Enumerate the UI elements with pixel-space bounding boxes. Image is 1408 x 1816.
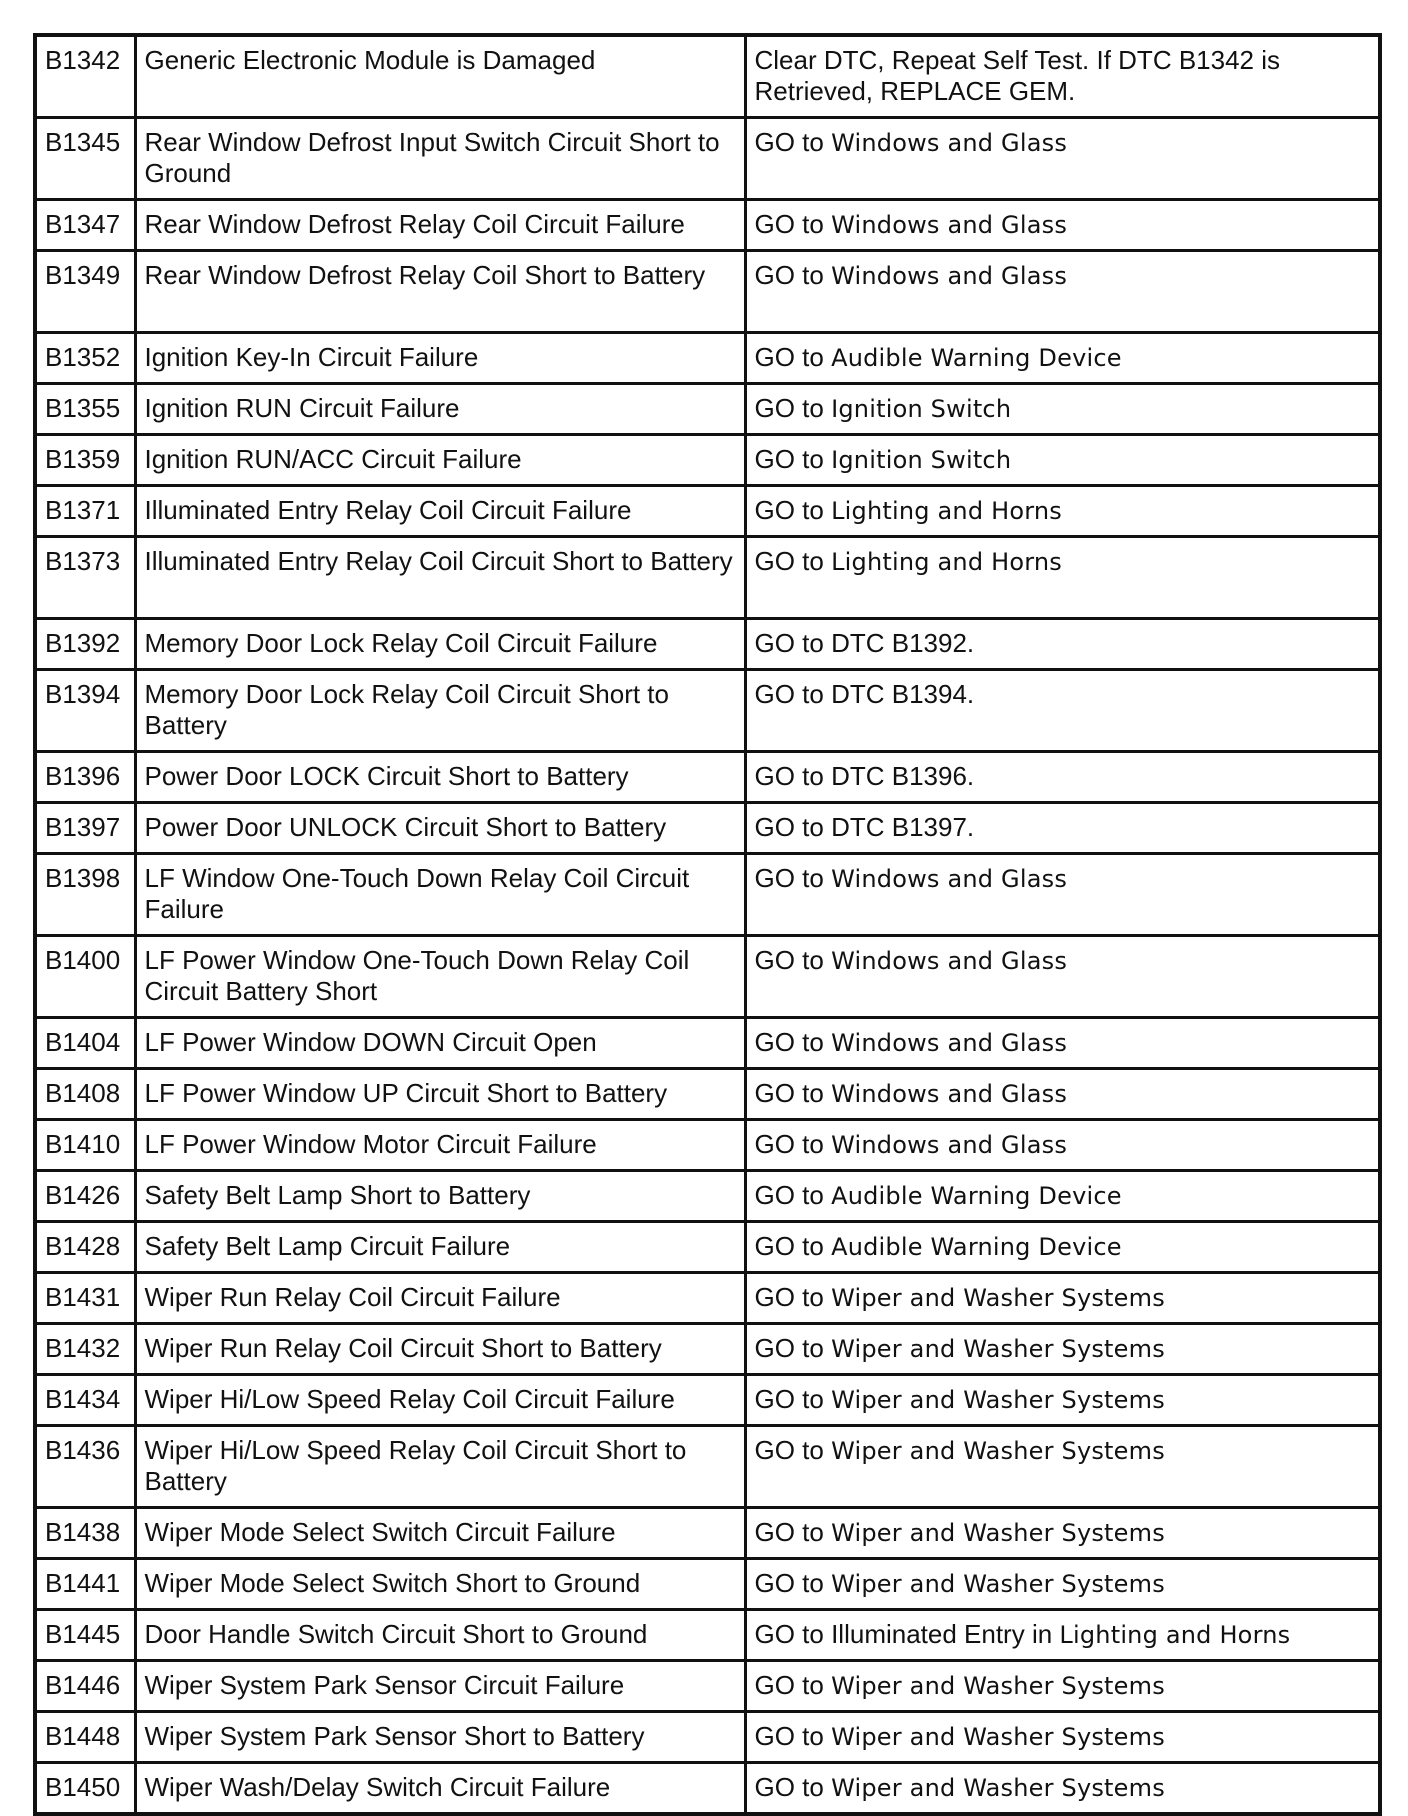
dtc-code-cell: B1446: [35, 1661, 135, 1712]
table-row: [35, 1069, 1380, 1120]
dtc-description-cell: Ignition RUN Circuit Failure: [135, 384, 745, 435]
dtc-action-cell: [745, 333, 1380, 384]
table-row: [35, 118, 1380, 200]
action-instruction: GO to: [754, 393, 824, 423]
action-destination-link: Audible Warning Device: [831, 1233, 1122, 1261]
dtc-description-cell: Ignition Key-In Circuit Failure: [135, 333, 745, 384]
dtc-action-cell: [745, 1069, 1380, 1120]
table-row: [35, 1120, 1380, 1171]
dtc-action-cell: [745, 435, 1380, 486]
dtc-description-cell: Safety Belt Lamp Circuit Failure: [135, 1222, 745, 1273]
action-instruction: GO to: [754, 1180, 824, 1210]
dtc-action-cell: [745, 486, 1380, 537]
action-instruction: GO to DTC B1397.: [754, 812, 975, 842]
dtc-action-cell: [745, 118, 1380, 200]
dtc-action-cell: [745, 1426, 1380, 1508]
table-row: [35, 1018, 1380, 1069]
dtc-code-cell: B1359: [35, 435, 135, 486]
dtc-code-cell: B1404: [35, 1018, 135, 1069]
action-instruction: GO to: [754, 209, 824, 239]
action-destination-link: Audible Warning Device: [831, 1182, 1122, 1210]
action-destination-link: Wiper and Washer Systems: [831, 1386, 1165, 1414]
action-destination-link: Lighting and Horns: [1059, 1621, 1291, 1649]
action-destination-link: Ignition Switch: [831, 446, 1012, 474]
action-destination-link: Windows and Glass: [831, 1080, 1068, 1108]
dtc-code-cell: B1428: [35, 1222, 135, 1273]
table-row: [35, 1712, 1380, 1763]
dtc-action-cell: [745, 1559, 1380, 1610]
action-instruction: GO to: [754, 1231, 824, 1261]
action-instruction: GO to: [754, 260, 824, 290]
dtc-action-cell: [745, 1171, 1380, 1222]
dtc-code-cell: B1431: [35, 1273, 135, 1324]
dtc-description-cell: Wiper Mode Select Switch Circuit Failure: [135, 1508, 745, 1559]
table-row: [35, 35, 1380, 118]
action-destination-link: Wiper and Washer Systems: [831, 1570, 1165, 1598]
dtc-code-cell: B1408: [35, 1069, 135, 1120]
dtc-action-cell: [745, 1120, 1380, 1171]
dtc-code-cell: B1400: [35, 936, 135, 1018]
dtc-description-cell: Wiper Run Relay Coil Circuit Failure: [135, 1273, 745, 1324]
action-destination-link: Windows and Glass: [831, 129, 1068, 157]
action-destination-link: Ignition Switch: [831, 395, 1012, 423]
dtc-code-cell: B1396: [35, 752, 135, 803]
action-destination-link: Windows and Glass: [831, 211, 1068, 239]
action-instruction: GO to: [754, 546, 824, 576]
action-instruction: GO to: [754, 1129, 824, 1159]
dtc-description-cell: Safety Belt Lamp Short to Battery: [135, 1171, 745, 1222]
dtc-description-cell: Rear Window Defrost Input Switch Circuit Short to Ground: [135, 118, 745, 200]
dtc-action-cell: [745, 537, 1380, 619]
dtc-description-cell: Power Door LOCK Circuit Short to Battery: [135, 752, 745, 803]
dtc-code-cell: B1436: [35, 1426, 135, 1508]
dtc-action-cell: [745, 384, 1380, 435]
dtc-action-cell: [745, 1324, 1380, 1375]
dtc-code-cell: B1392: [35, 619, 135, 670]
dtc-description-cell: Rear Window Defrost Relay Coil Circuit Failure: [135, 200, 745, 251]
action-instruction: GO to: [754, 127, 824, 157]
action-instruction: GO to DTC B1394.: [754, 679, 975, 709]
action-instruction: GO to: [754, 1027, 824, 1057]
dtc-code-cell: B1434: [35, 1375, 135, 1426]
dtc-description-cell: LF Window One-Touch Down Relay Coil Circuit Failure: [135, 854, 745, 936]
dtc-action-cell: [745, 251, 1380, 333]
action-instruction: GO to: [754, 1568, 824, 1598]
dtc-action-cell: [745, 1712, 1380, 1763]
dtc-code-cell: B1373: [35, 537, 135, 619]
dtc-code-cell: B1410: [35, 1120, 135, 1171]
table-row: [35, 1222, 1380, 1273]
action-instruction: GO to: [754, 1435, 824, 1465]
dtc-code-cell: B1349: [35, 251, 135, 333]
action-instruction: GO to: [754, 1772, 824, 1802]
dtc-description-cell: Generic Electronic Module is Damaged: [135, 35, 745, 118]
action-instruction: GO to DTC B1392.: [754, 628, 975, 658]
action-instruction: GO to: [754, 1282, 824, 1312]
table-row: [35, 384, 1380, 435]
dtc-action-cell: [745, 200, 1380, 251]
table-row: [35, 1559, 1380, 1610]
action-destination-link: Windows and Glass: [831, 947, 1068, 975]
table-row: [35, 1508, 1380, 1559]
dtc-code-cell: B1352: [35, 333, 135, 384]
action-destination-link: Wiper and Washer Systems: [831, 1284, 1165, 1312]
action-instruction: GO to: [754, 1078, 824, 1108]
action-instruction: GO to: [754, 495, 824, 525]
action-instruction: GO to DTC B1396.: [754, 761, 975, 791]
dtc-description-cell: Illuminated Entry Relay Coil Circuit Short to Battery: [135, 537, 745, 619]
dtc-action-cell: [745, 1508, 1380, 1559]
dtc-action-cell: [745, 1763, 1380, 1815]
dtc-code-cell: B1347: [35, 200, 135, 251]
dtc-code-cell: B1342: [35, 35, 135, 118]
table-row: [35, 854, 1380, 936]
table-row: [35, 1273, 1380, 1324]
dtc-description-cell: Wiper Mode Select Switch Short to Ground: [135, 1559, 745, 1610]
dtc-action-cell: [745, 619, 1380, 670]
dtc-code-cell: B1445: [35, 1610, 135, 1661]
action-instruction: GO to Illuminated Entry in: [754, 1619, 1053, 1649]
table-row: [35, 537, 1380, 619]
action-destination-link: Lighting and Horns: [831, 548, 1063, 576]
dtc-description-cell: Illuminated Entry Relay Coil Circuit Failure: [135, 486, 745, 537]
dtc-code-cell: B1448: [35, 1712, 135, 1763]
table-row: [35, 803, 1380, 854]
dtc-table: [33, 33, 1382, 1816]
dtc-description-cell: Wiper Run Relay Coil Circuit Short to Battery: [135, 1324, 745, 1375]
action-destination-link: Wiper and Washer Systems: [831, 1672, 1165, 1700]
dtc-action-cell: [745, 1661, 1380, 1712]
dtc-action-cell: [745, 1222, 1380, 1273]
dtc-action-cell: [745, 803, 1380, 854]
dtc-description-cell: Wiper Wash/Delay Switch Circuit Failure: [135, 1763, 745, 1815]
action-destination-link: Wiper and Washer Systems: [831, 1519, 1165, 1547]
dtc-code-cell: B1438: [35, 1508, 135, 1559]
dtc-description-cell: Memory Door Lock Relay Coil Circuit Short to Battery: [135, 670, 745, 752]
table-row: [35, 936, 1380, 1018]
table-row: [35, 1763, 1380, 1815]
table-row: [35, 1324, 1380, 1375]
table-row: [35, 200, 1380, 251]
table-row: [35, 619, 1380, 670]
dtc-table-body: [35, 35, 1380, 1814]
action-instruction: Clear DTC, Repeat Self Test. If DTC B1342 is Retrieved, REPLACE GEM.: [754, 45, 1280, 106]
dtc-action-cell: [745, 35, 1380, 118]
dtc-description-cell: Rear Window Defrost Relay Coil Short to Battery: [135, 251, 745, 333]
dtc-action-cell: [745, 1018, 1380, 1069]
action-instruction: GO to: [754, 1517, 824, 1547]
action-instruction: GO to: [754, 1333, 824, 1363]
action-destination-link: Wiper and Washer Systems: [831, 1723, 1165, 1751]
table-row: [35, 670, 1380, 752]
table-row: [35, 1610, 1380, 1661]
dtc-code-cell: B1355: [35, 384, 135, 435]
dtc-description-cell: LF Power Window One-Touch Down Relay Coil Circuit Battery Short: [135, 936, 745, 1018]
action-instruction: GO to: [754, 945, 824, 975]
table-row: [35, 1661, 1380, 1712]
dtc-description-cell: Door Handle Switch Circuit Short to Ground: [135, 1610, 745, 1661]
action-instruction: GO to: [754, 1721, 824, 1751]
dtc-code-cell: B1398: [35, 854, 135, 936]
dtc-description-cell: Wiper Hi/Low Speed Relay Coil Circuit Failure: [135, 1375, 745, 1426]
dtc-description-cell: Wiper System Park Sensor Short to Battery: [135, 1712, 745, 1763]
action-instruction: GO to: [754, 1670, 824, 1700]
action-destination-link: Lighting and Horns: [831, 497, 1063, 525]
table-row: [35, 1375, 1380, 1426]
action-instruction: GO to: [754, 863, 824, 893]
action-destination-link: Wiper and Washer Systems: [831, 1774, 1165, 1802]
dtc-code-cell: B1441: [35, 1559, 135, 1610]
table-row: [35, 1426, 1380, 1508]
dtc-description-cell: LF Power Window Motor Circuit Failure: [135, 1120, 745, 1171]
dtc-description-cell: Memory Door Lock Relay Coil Circuit Failure: [135, 619, 745, 670]
dtc-description-cell: Wiper System Park Sensor Circuit Failure: [135, 1661, 745, 1712]
action-destination-link: Audible Warning Device: [831, 344, 1122, 372]
action-instruction: GO to: [754, 444, 824, 474]
dtc-code-cell: B1397: [35, 803, 135, 854]
dtc-action-cell: [745, 1375, 1380, 1426]
table-row: [35, 486, 1380, 537]
dtc-description-cell: Ignition RUN/ACC Circuit Failure: [135, 435, 745, 486]
dtc-description-cell: Wiper Hi/Low Speed Relay Coil Circuit Short to Battery: [135, 1426, 745, 1508]
action-destination-link: Windows and Glass: [831, 262, 1068, 290]
table-row: [35, 1171, 1380, 1222]
dtc-code-cell: B1426: [35, 1171, 135, 1222]
action-destination-link: Windows and Glass: [831, 1131, 1068, 1159]
action-instruction: GO to: [754, 342, 824, 372]
dtc-description-cell: LF Power Window DOWN Circuit Open: [135, 1018, 745, 1069]
dtc-action-cell: [745, 936, 1380, 1018]
action-destination-link: Wiper and Washer Systems: [831, 1335, 1165, 1363]
dtc-action-cell: [745, 670, 1380, 752]
table-row: [35, 435, 1380, 486]
dtc-action-cell: [745, 752, 1380, 803]
dtc-code-cell: B1432: [35, 1324, 135, 1375]
dtc-description-cell: Power Door UNLOCK Circuit Short to Battery: [135, 803, 745, 854]
dtc-action-cell: [745, 854, 1380, 936]
table-row: [35, 251, 1380, 333]
action-destination-link: Windows and Glass: [831, 865, 1068, 893]
dtc-code-cell: B1345: [35, 118, 135, 200]
dtc-description-cell: LF Power Window UP Circuit Short to Battery: [135, 1069, 745, 1120]
table-row: [35, 333, 1380, 384]
dtc-action-cell: [745, 1273, 1380, 1324]
table-row: [35, 752, 1380, 803]
action-instruction: GO to: [754, 1384, 824, 1414]
dtc-action-cell: [745, 1610, 1380, 1661]
dtc-code-cell: B1394: [35, 670, 135, 752]
action-destination-link: Wiper and Washer Systems: [831, 1437, 1165, 1465]
dtc-code-cell: B1450: [35, 1763, 135, 1815]
action-destination-link: Windows and Glass: [831, 1029, 1068, 1057]
dtc-code-cell: B1371: [35, 486, 135, 537]
